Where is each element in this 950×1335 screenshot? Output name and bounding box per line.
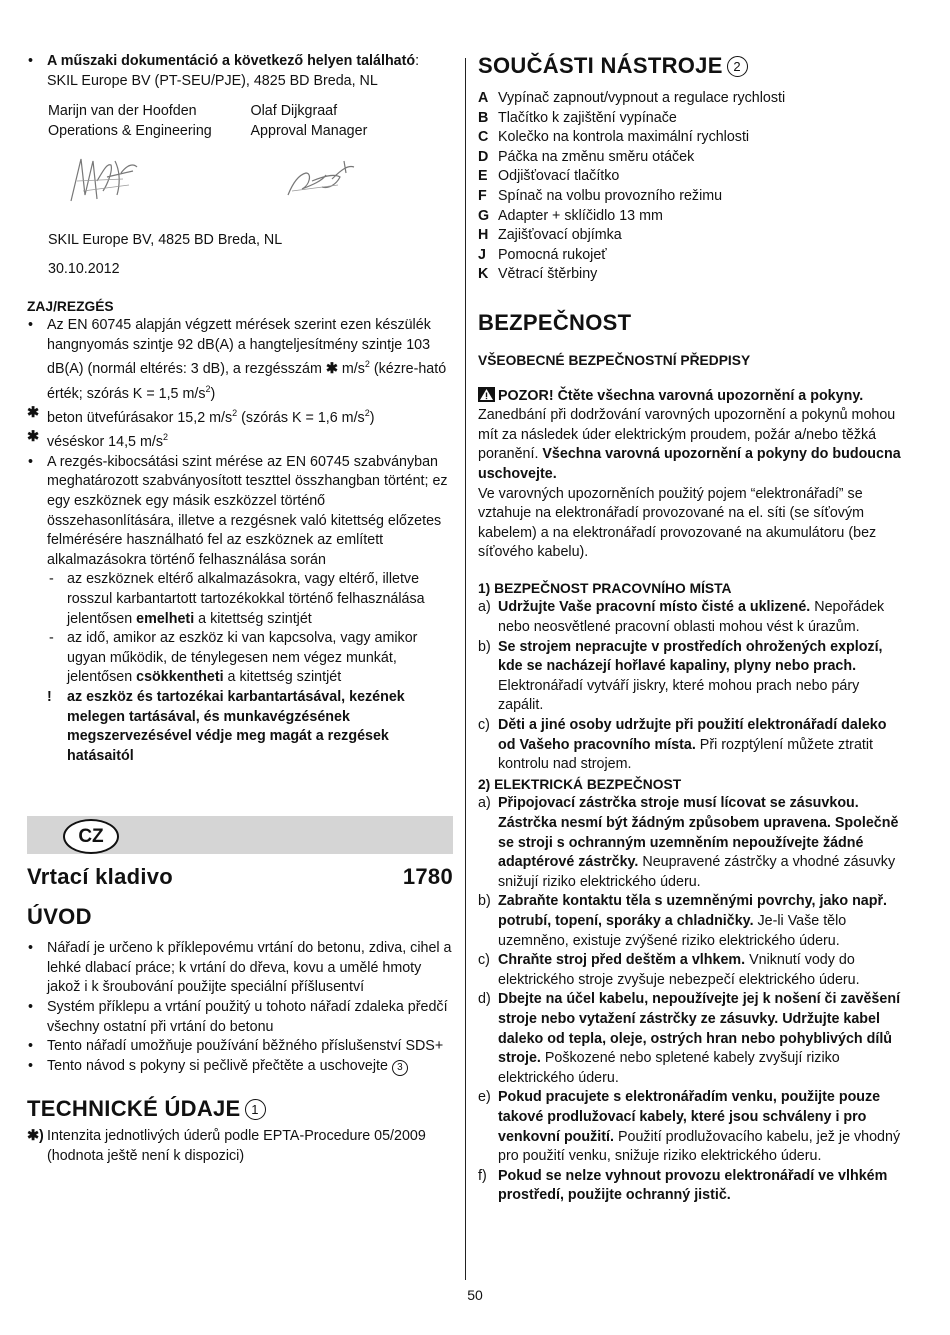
tech-heading: TECHNICKÉ ÚDAJE 1 <box>27 1095 453 1123</box>
part-item: A Vypínač zapnout/vypnout a regulace rychlosti <box>478 90 786 106</box>
safety-item: e) Pokud pracujete s elektronářadím venku, použijte pouze takové prodlužovací kabely, které jsou schváleny i pro venkovní použití. Použití prodlužovacího kabelu, jež je vhodný pro použití venku, snižuje riziko elektrického úderu. <box>478 1089 901 1165</box>
warning-paragraph: POZOR! Čtěte všechna varovná upozornění a pokyny. Zanedbání při dodržování varovných upozornění a pokynů mohou mít za následek úder elektrickým proudem, požár a/nebo těžká poranění. Všechna varovná upozornění a pokyny do budoucna uschovejte. <box>478 387 901 482</box>
section-1-heading: 1) BEZPEČNOST PRACOVNÍHO MÍSTA <box>478 580 732 596</box>
noise-dash-2: - az idő, amikor az eszköz ki van kapcsolva, vagy amikor ugyan működik, de ténylegesen nem végez munkát, jelentősen csökkentheti a kitettség szintjét <box>27 629 453 688</box>
product-number: 1780 <box>402 864 453 890</box>
part-item: G Adapter + sklíčidlo 13 mm <box>478 207 663 224</box>
signer-2: Olaf Dijkgraaf Approval Manager <box>250 103 368 139</box>
part-item: C Kolečko na kontrola maximální rychlosti <box>478 129 750 146</box>
intro-item: • Tento nářadí umožňuje používání běžného příslušenství SDS+ <box>27 1037 453 1057</box>
figure-ref-2: 2 <box>727 56 748 77</box>
parts-heading: SOUČÁSTI NÁSTROJE 2 <box>478 52 906 80</box>
warning-definition: Ve varovných upozorněních použitý pojem “elektronářadí” se vztahuje na elektronářadí provozované na el. síti (se síťovým kabelem) a na elektronářadí provozované na akumulátoru (bez síťového kabelu). <box>478 485 877 561</box>
vibration-concrete: ✱ beton ütvefúrásakor 15,2 $m/s^2$ (szórás K = 1,6 $m/s^2$) <box>27 405 375 426</box>
intro-list <box>27 939 453 1076</box>
part-item: J Pomocná rukojeť <box>478 246 607 263</box>
intro-item: • Nářadí je určeno k příklepovému vrtání do betonu, zdiva, cihel a lehké dlabací práce; k vrtání do dřeva, kovu a umělé hmoty jakož i k šroubování použijte speciální příšlusentví <box>27 939 453 998</box>
signature-2-icon <box>282 155 362 205</box>
language-band <box>27 816 453 854</box>
declaration-date: 30.10.2012 <box>48 260 120 277</box>
signers <box>48 102 453 141</box>
product-title: Vrtací kladivo <box>27 864 174 890</box>
safety-item: b) Zabraňte kontaktu těla s uzemněnými povrchy, jako např. potrubí, topení, sporáky a chladničky. Je-li Vaše tělo uzemněno, existuje zvýšené riziko elektrického úderu. <box>478 893 888 949</box>
safety-item: c) Chraňte stroj před deštěm a vlhkem. Vniknutí vody do elektrického stroje zvyšuje nebezpečí elektrického úderu. <box>478 952 860 988</box>
noise-bullet-1: • Az EN 60745 alapján végzett mérések szerint ezen készülék hangnyomás szintje 92 dB(A) a hangteljesítmény szintje 103 dB(A) (normál eltérés: 3 dB), a rezgésszám ✱ $m/s^2$ (kézre-ható érték; szórás K = 1,5 $m/s^2$) <box>27 316 453 404</box>
page-number: 50 <box>467 1287 483 1303</box>
intro-item: • Tento návod s pokyny si pečlivě přečtěte a uschovejte 3 <box>27 1057 453 1077</box>
safety-item: a) Udržujte Vaše pracovní místo čisté a uklizené. Nepořádek nebo neosvětlené pracovní oblasti mohou vést k úrazům. <box>478 599 885 636</box>
safety-item: c) Děti a jiné osoby udržujte při použití elektronářadí daleko od Vašeho pracovního místa. Při rozptýlení můžete ztratit kontrolu nad strojem. <box>478 717 887 773</box>
signer-1: Marijn van der Hoofden Operations & Engineering <box>48 103 212 139</box>
column-divider <box>465 58 466 1280</box>
company-line: SKIL Europe BV, 4825 BD Breda, NL <box>48 232 283 249</box>
left-column <box>27 52 453 1167</box>
safety-heading: BEZPEČNOST <box>478 309 632 335</box>
warning-triangle-icon <box>478 387 495 402</box>
safety-item: f) Pokud se nelze vyhnout provozu elektronářadí ve vlhkém prostředí, použijte ochranný jistič. <box>478 1167 888 1204</box>
product-title-row <box>27 863 453 891</box>
part-item: E Odjišťovací tlačítko <box>478 168 620 185</box>
part-item: B Tlačítko k zajištění vypínače <box>478 109 677 126</box>
signatures <box>27 145 453 223</box>
noise-warning: ! az eszköz és tartozékai karbantartásával, kezének melegen tartásával, és munkavégzésének megszervezésével védje meg magát a rezgések hatásaitól <box>47 688 405 764</box>
part-item: D Páčka na změnu směru otáček <box>478 148 695 165</box>
safety-item: a) Připojovací zástrčka stroje musí lícovat se zásuvkou. Zástrčka nesmí být žádným způsobem upravena. Společně se stroji s ochranným uzemněním nepoužívejte žádné adaptérové zástrčky. Neupravené zástrčky a vhodné zásuvky snižují riziko elektrického úderu. <box>478 795 899 890</box>
section-2-heading: 2) ELEKTRICKÁ BEZPEČNOST <box>478 776 682 792</box>
part-item: H Zajišťovací objímka <box>478 227 622 244</box>
figure-ref-1: 1 <box>245 1099 266 1120</box>
safety-item: d) Dbejte na účel kabelu, nepoužívejte jej k nošení či zavěšení stroje nebo vytažení zástrčky ze zásuvky. Udržujte kabel daleko od tepla, oleje, ostrých hran nebo pohyblivých dílů stroje. Poškozené nebo spletené kabely zvyšují riziko elektrického úderu. <box>478 991 901 1086</box>
tech-note: ✱) Intenzita jednotlivých úderů podle EPTA-Procedure 05/2009 (hodnota ještě není k dispozici) <box>27 1128 426 1165</box>
intro-item: • Systém příklepu a vrtání použitý u tohoto nářadí zdaleka předčí všechny ostatní při vrtání do betonu <box>27 998 453 1037</box>
noise-bullet-2: • A rezgés-kibocsátási szint mérése az EN 60745 szabványban meghatározott szabványosított teszttel összhangban történt; ez egy eszköznek egy másik eszközzel történő összehasonlítására, illetve a rezgésnek való kitettség előzetes felmérésére használható fel az eszköznek az említett alkalmazásokra történő felhasználása során <box>27 453 453 571</box>
part-item: K Větrací štěrbiny <box>478 266 598 283</box>
noise-heading: ZAJ/REZGÉS <box>27 298 114 314</box>
noise-dash-1: - az eszköznek eltérő alkalmazásokra, vagy eltérő, illetve rosszul karbantartott tartozékokkal történő felhasználása jelentősen emelheti a kitettség szintjét <box>27 570 453 629</box>
vibration-chiselling: ✱ véséskor 14,5 $m/s^2$ <box>27 429 169 451</box>
right-column <box>478 52 906 1206</box>
parts-list <box>478 89 906 285</box>
language-code-badge: CZ <box>63 819 119 854</box>
figure-ref-3: 3 <box>392 1060 408 1076</box>
signature-1-icon <box>63 151 143 211</box>
tech-doc-bullet: • A műszaki dokumentáció a következő helyen található: SKIL Europe BV (PT-SEU/PJE), 4825 BD Breda, NL <box>27 52 453 91</box>
safety-item: b) Se strojem nepracujte v prostředích ohrožených explozí, kde se nacházejí hořlavé kapaliny, plyny nebo prach. Elektronářadí vytváří jiskry, které mohou prach nebo páry zapálit. <box>478 638 883 714</box>
intro-heading: ÚVOD <box>27 904 92 930</box>
part-item: F Spínač na volbu provozního režimu <box>478 187 723 204</box>
general-safety-heading: VŠEOBECNÉ BEZPEČNOSTNÍ PŘEDPISY <box>478 352 751 368</box>
